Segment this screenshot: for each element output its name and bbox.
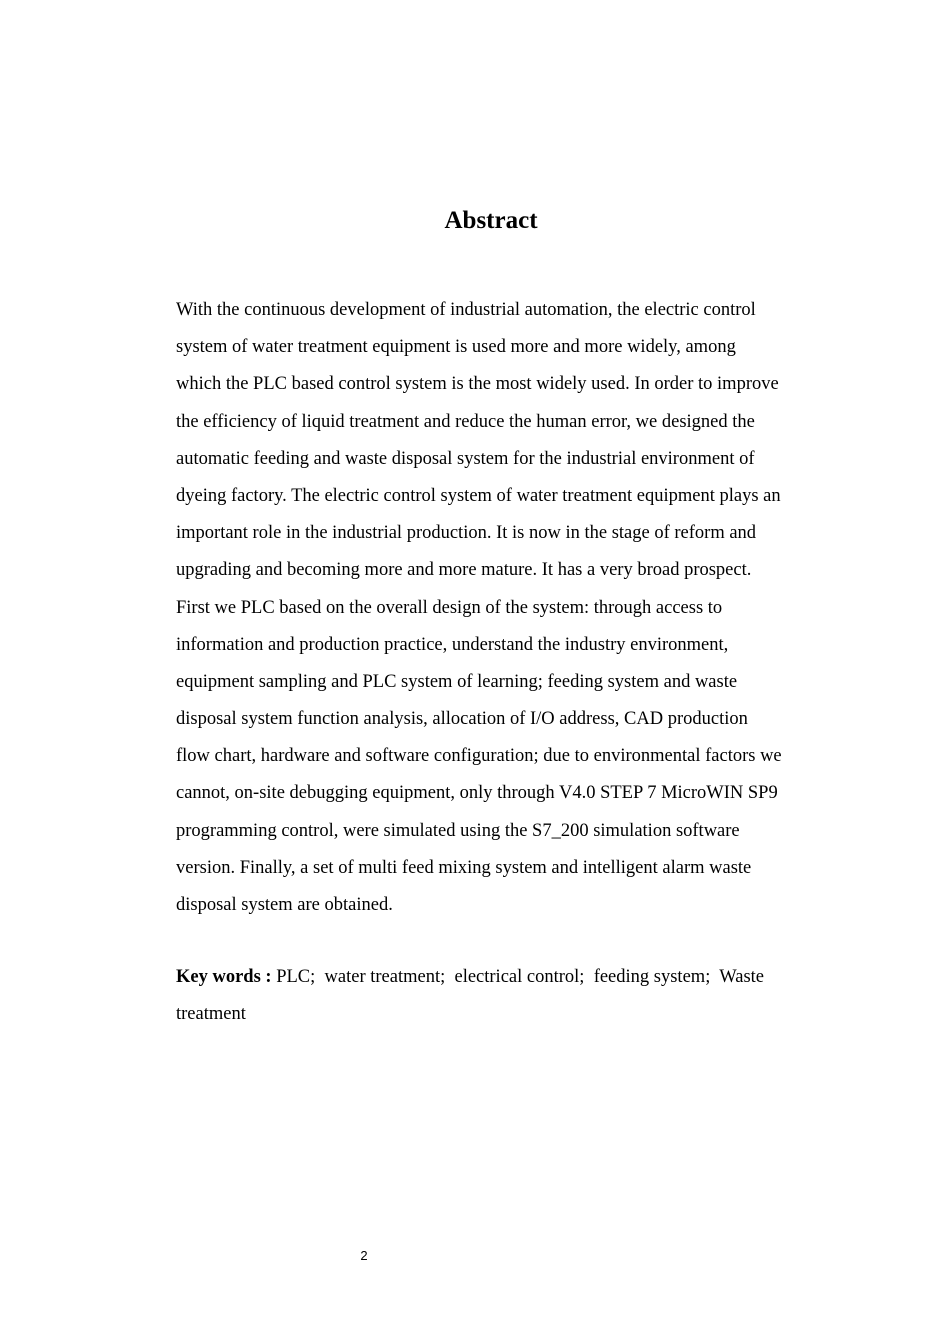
keyword-item: PLC	[276, 967, 311, 987]
abstract-line: the efficiency of liquid treatment and reduce the human error, we designed the	[176, 411, 755, 432]
abstract-line: automatic feeding and waste disposal system for the industrial environment of	[176, 448, 755, 469]
abstract-line: With the continuous development of industrial automation, the electric control	[176, 300, 756, 320]
abstract-line: which the PLC based control system is the most widely used. In order to improve	[176, 374, 779, 395]
abstract-body	[176, 292, 836, 924]
keyword-item: feeding system	[593, 967, 706, 987]
abstract-line: cannot, on-site debugging equipment, only through V4.0 STEP 7 MicroWIN SP9	[176, 783, 778, 804]
keyword-item: water treatment	[324, 967, 441, 987]
abstract-line: First we PLC based on the overall design of the system: through access to	[176, 597, 723, 618]
keyword-item: electrical control	[454, 967, 580, 987]
abstract-line: important role in the industrial production. It is now in the stage of reform and	[176, 523, 757, 544]
abstract-line: version. Finally, a set of multi feed mixing system and intelligent alarm waste	[176, 857, 752, 878]
abstract-line: equipment sampling and PLC system of learning; feeding system and waste	[176, 671, 738, 692]
page-number: 2	[360, 1248, 368, 1263]
keywords-section	[176, 959, 836, 1033]
keyword-separator: ;	[440, 967, 455, 987]
keywords-line-1	[176, 959, 836, 1033]
abstract-line: system of water treatment equipment is used more and more widely, among	[176, 337, 736, 358]
keyword-separator: ;	[579, 967, 594, 987]
keyword-separator: ;	[705, 967, 720, 987]
keyword-separator: ;	[310, 967, 325, 987]
abstract-title: Abstract	[444, 207, 538, 234]
abstract-line: disposal system function analysis, allocation of I/O address, CAD production	[176, 709, 748, 730]
abstract-line: information and production practice, understand the industry environment,	[176, 634, 729, 655]
abstract-line: disposal system are obtained.	[176, 895, 393, 915]
abstract-line: upgrading and becoming more and more mature. It has a very broad prospect.	[176, 560, 752, 581]
abstract-line: dyeing factory. The electric control system of water treatment equipment plays an	[176, 485, 781, 506]
keywords-label: Key words :	[176, 967, 272, 987]
abstract-line: flow chart, hardware and software configuration; due to environmental factors we	[176, 746, 782, 767]
keyword-item: Waste treatment	[176, 967, 764, 1025]
abstract-line: programming control, were simulated using the S7_200 simulation software	[176, 820, 740, 841]
